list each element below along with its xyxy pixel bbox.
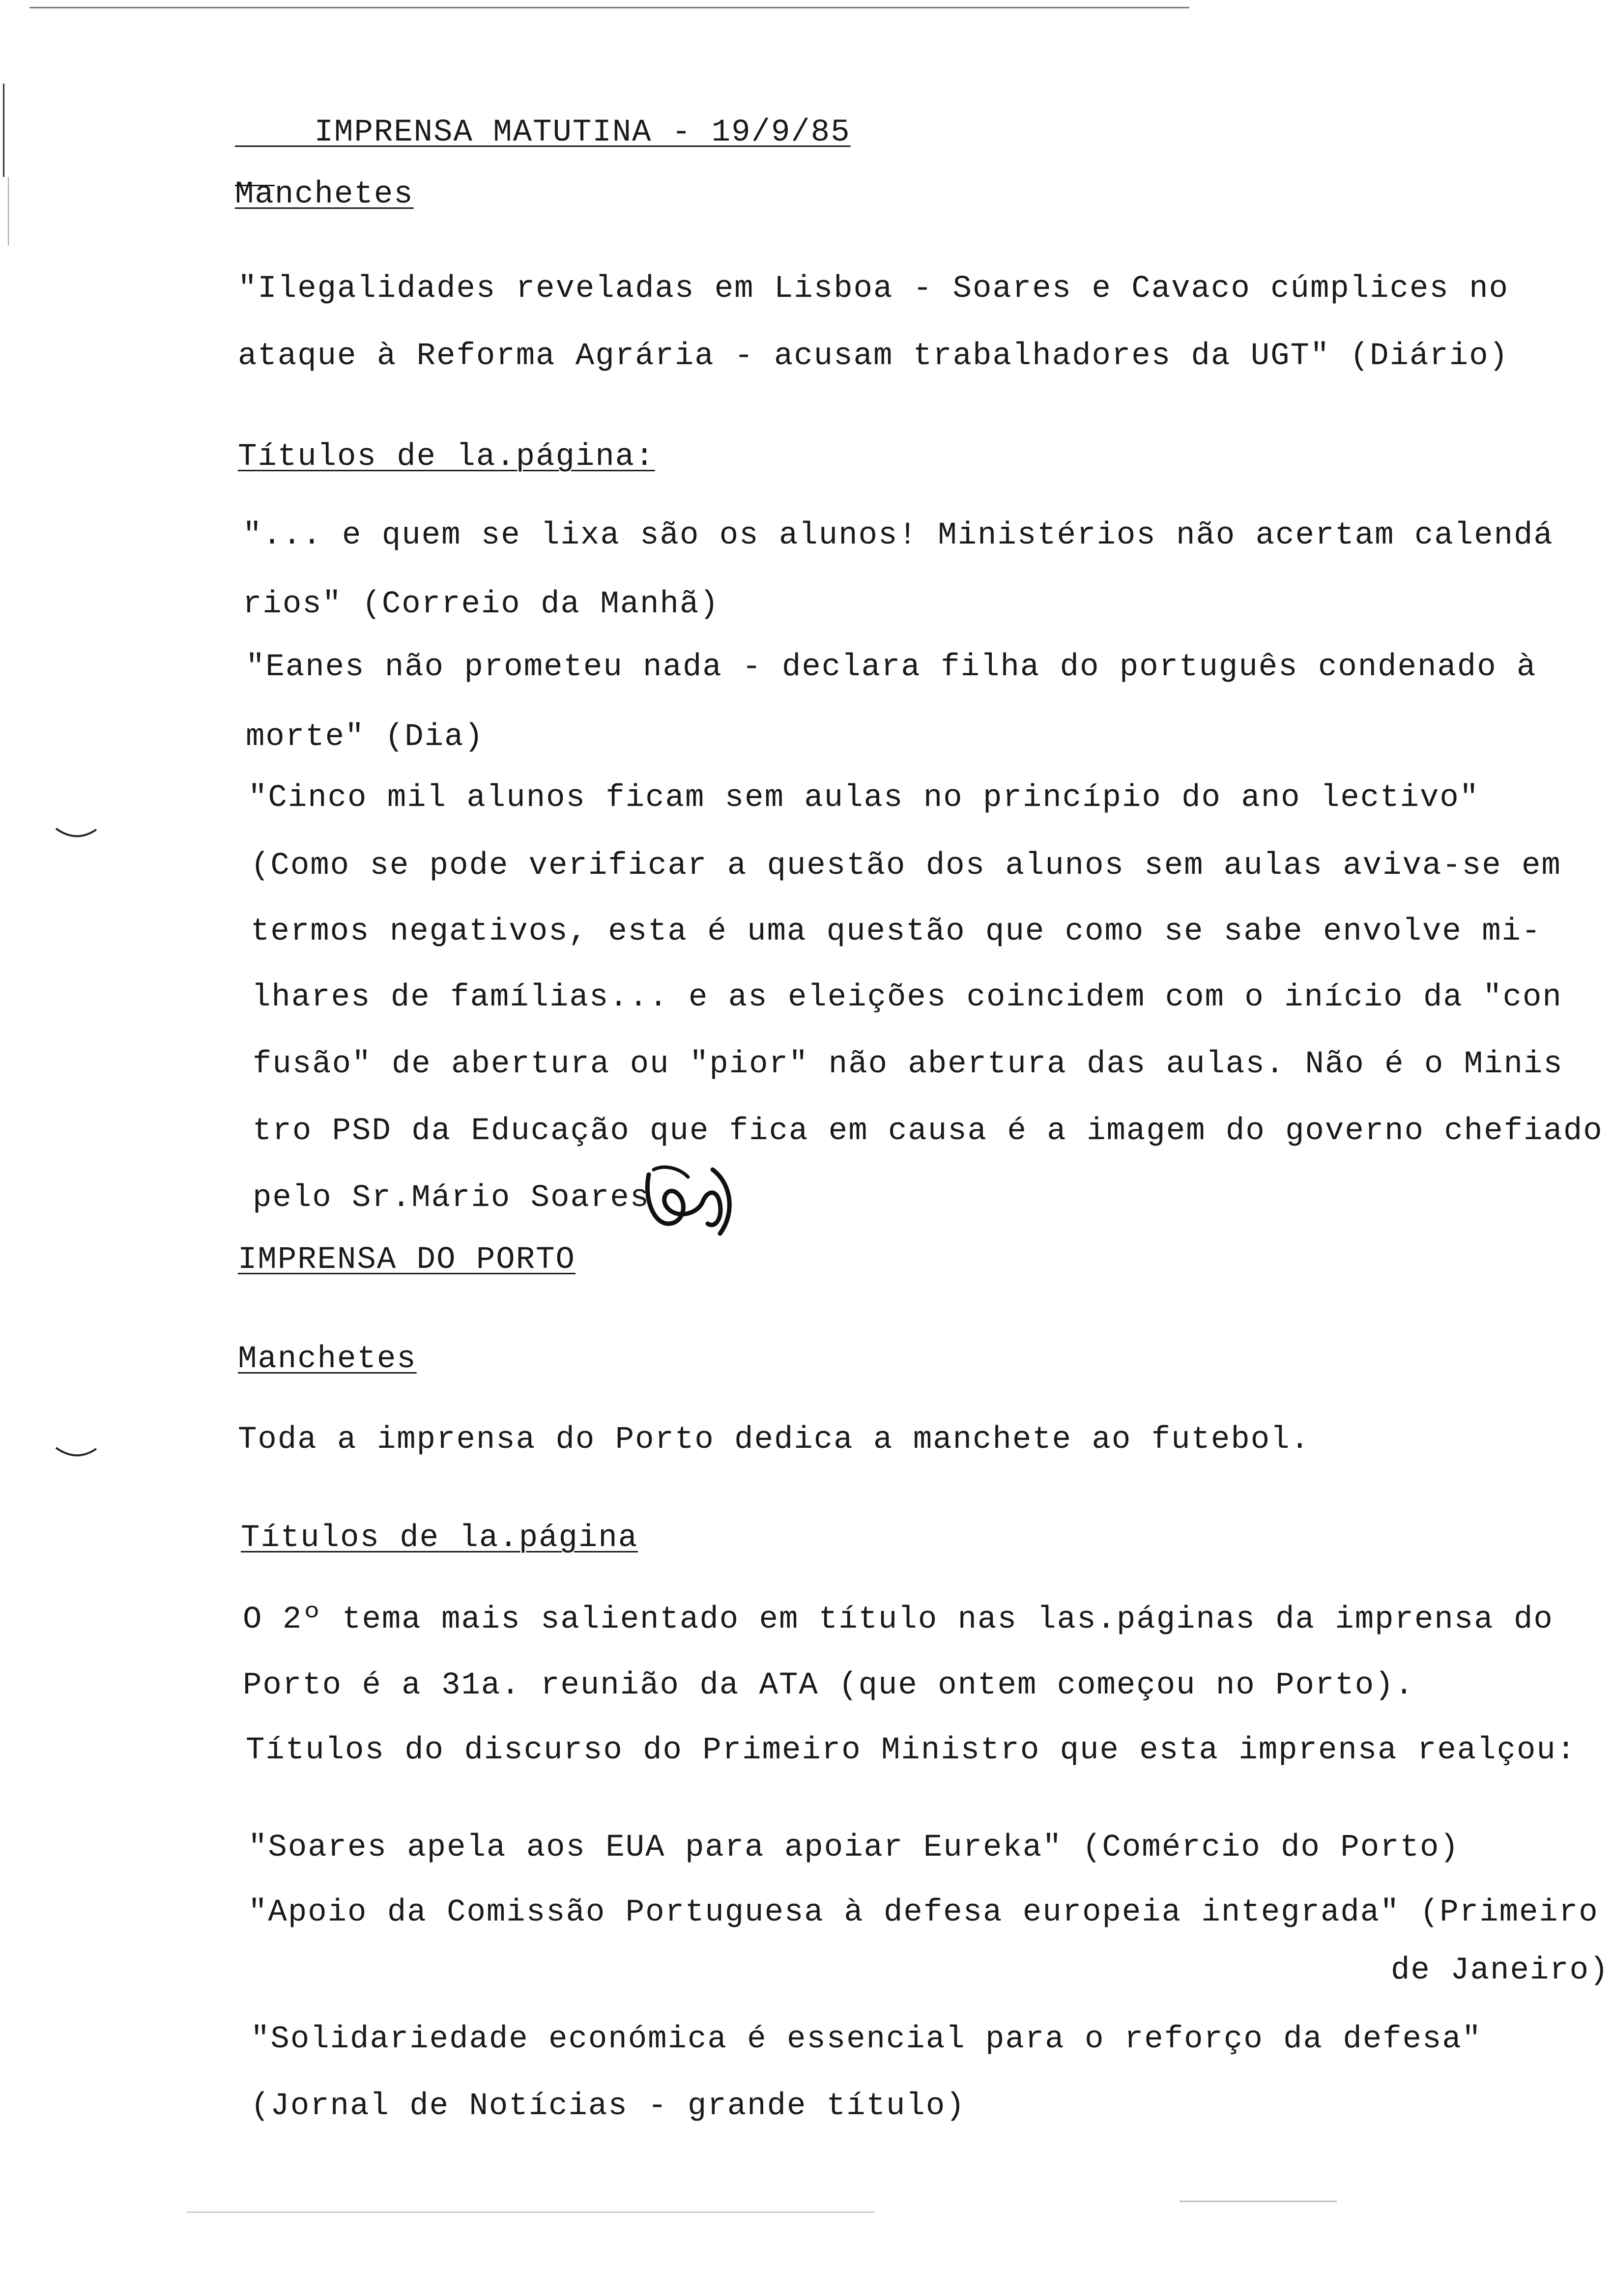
scan-noise-2 [1180, 2201, 1337, 2202]
binding-hole-mark-2 [54, 1445, 98, 1464]
titulos-line: "Cinco mil alunos ficam sem aulas no princípio do ano lectivo" [248, 780, 1480, 816]
titulos-line: fusão" de abertura ou "pior" não abertura das aulas. Não é o Minis [253, 1047, 1563, 1082]
left-margin-mark [3, 84, 4, 177]
porto-quote-line: (Jornal de Notícias - grande título) [251, 2089, 966, 2124]
titulos-line: rios" (Correio da Manhã) [243, 587, 720, 622]
titulos-line: "... e quem se lixa são os alunos! Ministérios não acertam calendá [243, 518, 1554, 553]
porto-titulos-heading: Títulos de la.página [241, 1521, 638, 1556]
titulos-line: "Eanes não prometeu nada - declara filha do português condenado à [246, 650, 1537, 685]
titulos-heading: Títulos de la.página: [238, 439, 655, 475]
porto-manchete-line: Toda a imprensa do Porto dedica a manchete ao futebol. [238, 1422, 1310, 1458]
handwritten-initials [634, 1155, 742, 1238]
porto-body-line: Títulos do discurso do Primeiro Ministro que esta imprensa realçou: [246, 1733, 1577, 1768]
titulos-line: (Como se pode verificar a questão dos alunos sem aulas aviva-se em [251, 848, 1561, 884]
titulos-line: morte" (Dia) [246, 719, 484, 755]
porto-heading: IMPRENSA DO PORTO [238, 1242, 576, 1278]
porto-manchetes-heading: Manchetes [238, 1342, 417, 1377]
manchetes-heading: Manchetes [235, 177, 414, 212]
manchete-line: ataque à Reforma Agrária - acusam trabalhadores da UGT" (Diário) [238, 339, 1509, 374]
binding-hole-mark-1 [54, 826, 98, 845]
titulos-line: termos negativos, esta é uma questão que como se sabe envolve mi- [251, 914, 1542, 949]
titulos-line: tro PSD da Educação que fica em causa é a imagem do governo chefiado [253, 1114, 1603, 1149]
porto-body-line: O 2º tema mais salientado em título nas las.páginas da imprensa do [243, 1602, 1554, 1637]
porto-quote-line: "Solidariedade económica é essencial para o reforço da defesa" [251, 2022, 1482, 2057]
scan-noise [187, 2211, 875, 2213]
manchete-line: "Ilegalidades reveladas em Lisboa - Soares e Cavaco cúmplices no [238, 271, 1509, 307]
titulos-line: pelo Sr.Mário Soares [253, 1180, 650, 1216]
left-margin-mark-2 [8, 177, 9, 246]
porto-quote-line: "Soares apela aos EUA para apoiar Eureka" (Comércio do Porto) [248, 1830, 1460, 1866]
page-title: IMPRENSA MATUTINA - 19/9/85 [314, 115, 851, 150]
porto-quote-line: "Apoio da Comissão Portuguesa à defesa europeia integrada" (Primeiro [248, 1895, 1599, 1930]
titulos-line: lhares de famílias... e as eleições coincidem com o início da "con [252, 980, 1562, 1015]
porto-body-line: Porto é a 31a. reunião da ATA (que ontem começou no Porto). [243, 1668, 1414, 1703]
top-scan-rule [29, 7, 1189, 8]
porto-quote-line: de Janeiro) [1391, 1953, 1610, 1988]
